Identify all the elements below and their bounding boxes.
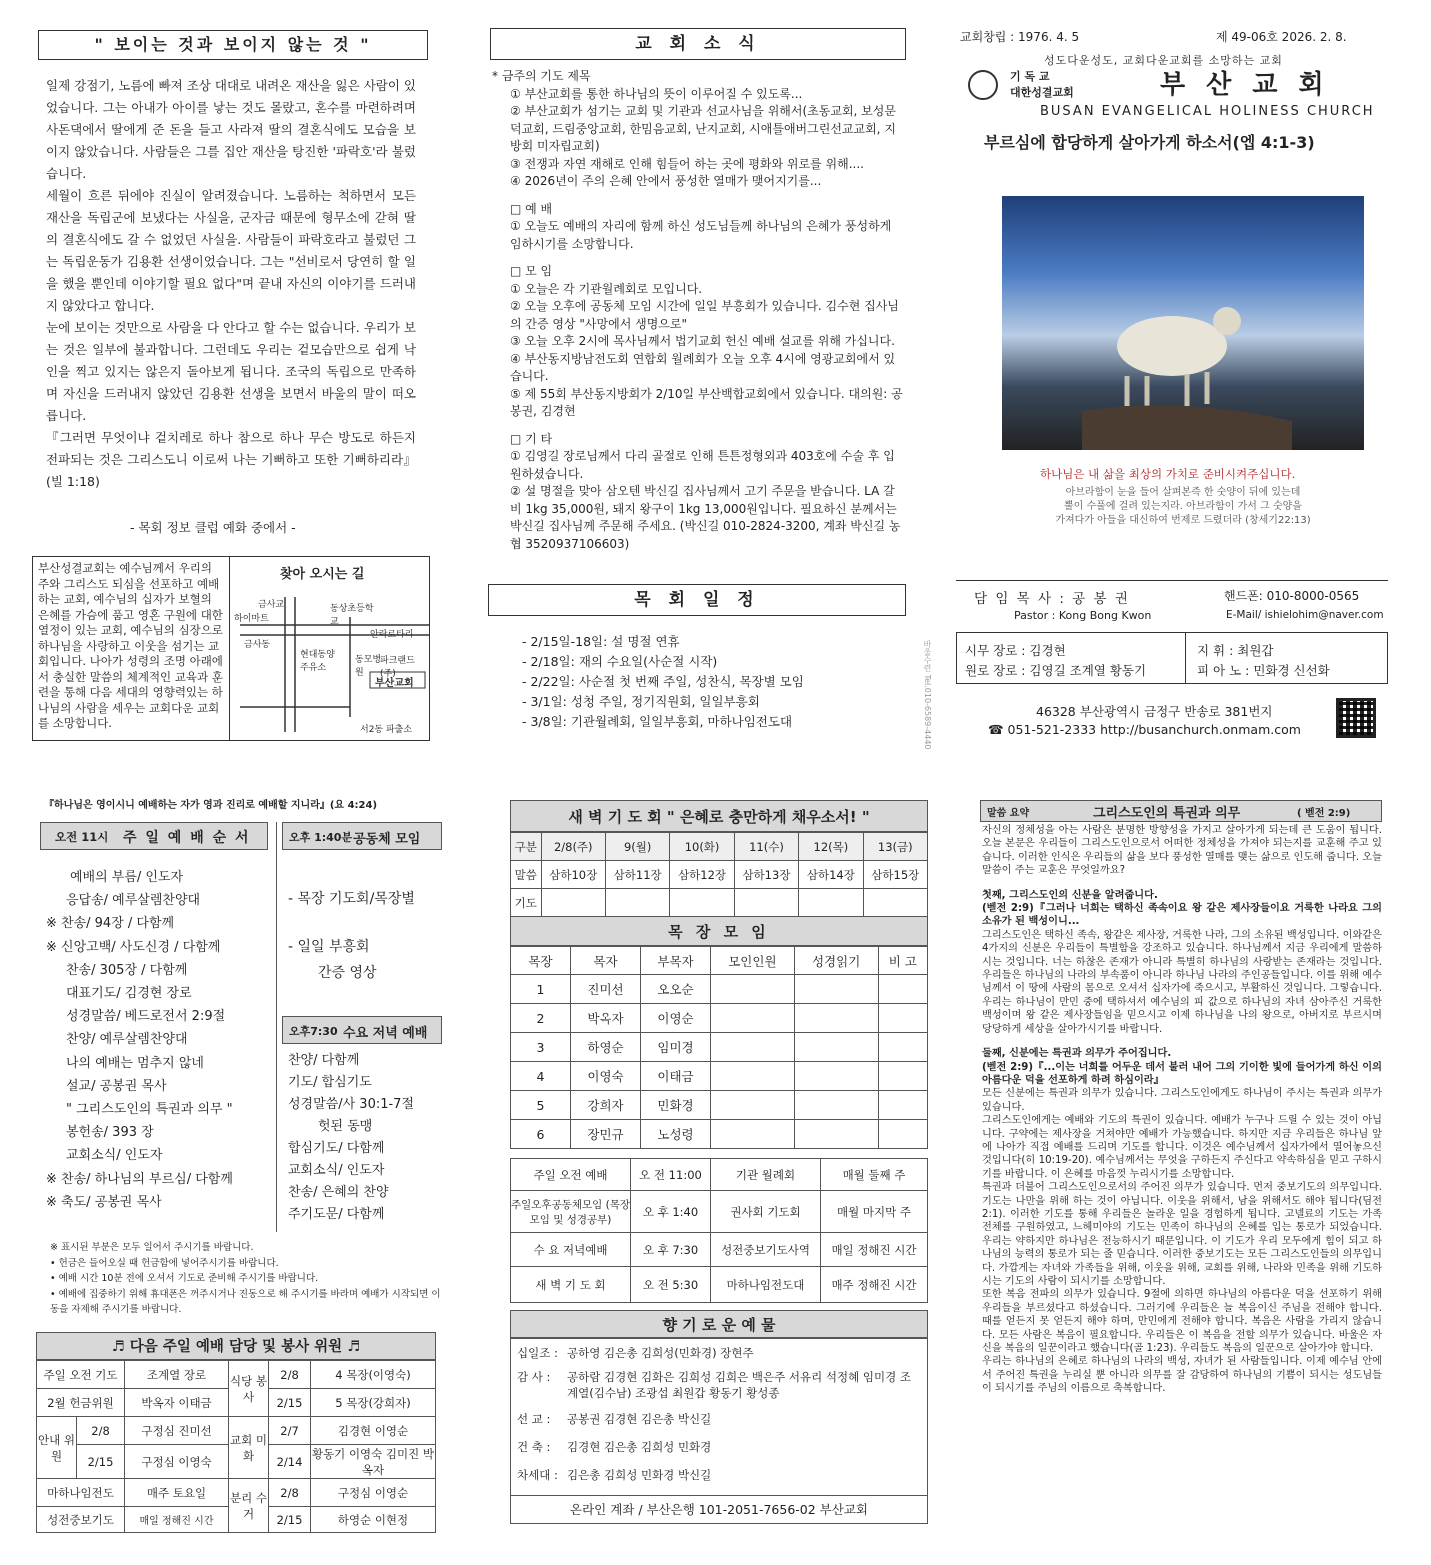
mok-cell: 모인인원 bbox=[711, 947, 795, 975]
st-cell: 2/7 bbox=[269, 1417, 311, 1445]
mok-cell: 성경읽기 bbox=[794, 947, 878, 975]
sunday-time: 오전 11시 bbox=[55, 830, 109, 844]
sermon-heading-2: 둘째, 신분에는 특권과 의무가 주어집니다. bbox=[982, 1048, 1172, 1060]
sunday-item: 찬송/ 305장 / 다함께 bbox=[66, 962, 188, 978]
pastor-email: E-Mail/ ishielohim@naver.com bbox=[1226, 609, 1384, 621]
column-title-visible-invisible: " 보이는 것과 보이지 않는 것 " bbox=[38, 30, 428, 60]
conductor: 지 휘 : 최원갑 bbox=[1197, 643, 1274, 658]
mok-cell: 이영순 bbox=[641, 1004, 711, 1033]
wednesday-item: 기도/ 합심기도 bbox=[288, 1075, 372, 1090]
mok-cell: 1 bbox=[511, 975, 571, 1004]
wednesday-item: 찬송/ 은혜의 찬양 bbox=[288, 1185, 389, 1200]
mok-cell: 진미선 bbox=[571, 975, 641, 1004]
ws-cell: 오 전 5:30 bbox=[631, 1267, 711, 1303]
mok-cell: 4 bbox=[511, 1062, 571, 1091]
ws-cell: 주일오후공동체모임 (목장모임 및 성경공부) bbox=[511, 1191, 631, 1233]
st-cell: 분리 수거 bbox=[229, 1479, 269, 1533]
mok-cell: 목장 bbox=[511, 947, 571, 975]
ws-cell: 매월 둘째 주 bbox=[821, 1159, 928, 1191]
ram-image bbox=[1002, 196, 1364, 450]
st-cell: 박옥자 이태금 bbox=[125, 1389, 229, 1417]
sunday-item: 봉헌송/ 393 장 bbox=[66, 1125, 154, 1141]
dawn-cell: 삼하14장 bbox=[799, 861, 863, 889]
wednesday-list bbox=[288, 1050, 414, 1226]
offering-title: 향 기 로 운 예 물 bbox=[510, 1310, 928, 1338]
mok-cell: 민화경 bbox=[641, 1091, 711, 1120]
dawn-cell: 기도 bbox=[511, 889, 542, 917]
schedule-item-1: - 2/15일-18일: 설 명절 연휴 bbox=[522, 634, 680, 649]
st-cell: 매주 토요일 bbox=[125, 1479, 229, 1507]
sunday-item: ※ 신앙고백/ 사도신경 / 다함께 bbox=[46, 939, 221, 955]
map-title: 찾아 오시는 길 bbox=[280, 567, 365, 582]
st-cell: 2/8 bbox=[77, 1417, 125, 1445]
map-label-rotary: 안락로타리 bbox=[370, 630, 414, 640]
offering-label: 차세대 : bbox=[517, 1468, 558, 1482]
qr-code bbox=[1336, 698, 1376, 738]
map-label-school: 동상초등학교 bbox=[330, 604, 374, 627]
map-label-geumsa-bridge: 금사교 bbox=[258, 600, 285, 610]
sermon-header bbox=[980, 800, 1382, 822]
sunday-order bbox=[46, 866, 272, 1214]
dawn-cell: 구분 bbox=[511, 833, 542, 861]
sermon-tag: 말씀 요약 bbox=[987, 808, 1030, 819]
elder-retired: 원로 장로 : 김영길 조계열 황동기 bbox=[965, 663, 1147, 678]
sunday-item: 설교/ 공봉권 목사 bbox=[66, 1078, 167, 1094]
sunday-item: " 그리스도인의 특권과 의무 " bbox=[66, 1102, 233, 1118]
founded-date: 교회창립 : 1976. 4. 5 bbox=[960, 30, 1080, 44]
note-item: • 헌금은 들어오실 때 헌금함에 넣어주시기를 바랍니다. bbox=[50, 1257, 279, 1269]
meet-item-4: ④ 부산동지방남전도회 연합회 월례회가 오늘 오후 4시에 영광교회에서 있습니다. bbox=[510, 351, 896, 383]
ws-cell: 수 요 저녁예배 bbox=[511, 1233, 631, 1267]
mok-cell: 이태금 bbox=[641, 1062, 711, 1091]
schedule-item-5: - 3/8일: 기관월례회, 일일부흥회, 마하나임전도대 bbox=[522, 714, 793, 729]
etc-item-2: ② 설 명절을 맞아 삼오텐 박신길 집사님께서 고기 주문을 받습니다. LA 갈비 1kg 35,000원, 돼지 왕구이 1kg 13,000원입니다. 필요하신 분께서는 박신길 집사님께 주문해 주세요. (박신길 010-2824-3200, 계좌 박신길 농협 3520937106603) bbox=[510, 484, 901, 551]
church-contact: ☎ 051-521-2333 http://busanchurch.onmam.com bbox=[988, 722, 1301, 737]
sunday-header bbox=[40, 822, 268, 850]
sunday-item: 예배의 부름/ 인도자 bbox=[70, 870, 184, 885]
sermon-point-2: 모든 신분에는 특권과 의무가 있습니다. 그리스도인에게도 하나님이 주시는 특권과 의무가 있습니다. 그리스도인에게는 예배와 기도의 특권이 있습니다. 예배가 누구나 드릴 수 있는 것이 아닙니다. 구약에는 제사장을 거쳐야만 예배가 가능했습니다. 하지만 지금 우리들은 하나님 앞에 나아가 직접 예배를 드리며 기도를 합니다. 이것은 예수님께서 십자가에서 열어놓으신 것입니다(히 10:19-20). 예수님께서는 무엇을 구하든지 주신다고 약속하심을 믿고 구하시기를 바랍니다. 이 은혜를 마음껏 누리시기를 소망합니다. 특권과 더불어 그리스도인으로서의 주어진 의무가 있습니다. 먼저 중보기도의 의무입니다. 기도는 나만을 위해 하는 것이 아닙니다. 이웃을 위해서, 남을 위해서도 해야 됩니다(딤전2:1). 이러한 기도를 통해 우리들은 놀라운 일을 경험하게 됩니다. 고넬료의 기도는 가족 전체를 구원하였고, 느헤미야의 기도는 민족이 하나님의 은혜를 입는 통로가 되었습니다. 우리는 약하지만 하나님은 전능하시기 때문입니다. 이 기도가 우리 모두에게 힘이 되고 하나님의 능력의 통로가 되는 줄 믿습니다. 이러한 중보기도는 모든 그리스도인들의 의무입니다. 가깝게는 자녀와 가족들을 위해, 이웃을 위해, 교회를 위해, 나라와 민족을 위해 기도하시는 기도의 사람이 되시기를 소망합니다. 또한 복음 전파의 의무가 있습니다. 9절에 의하면 하나님의 아름다운 덕을 선포하기 위해 우리들을 부르셨다고 하셨습니다. 그러기에 우리들은 늘 복음이신 주님을 전해야 합니다. 때를 얻든지 못 얻든지 해야 하며, 만민에게 전해야 합니다. 복음은 사람을 가리지 않습니다. 모든 사람은 복음이 필요합니다. 우리들은 이 복음을 전할 의무가 있습니다. 바울은 자신을 복음의 일꾼이라고 했습니다(골 1:23). 우리들도 복음의 일꾼으로 살아가야 합니다. 우리는 하나님의 은혜로 하나님의 나라의 백성, 자녀가 된 사람들입니다. 이제 예수님 안에서 주어진 특권을 누리실 뿐 아니라 의무를 잘 감당하여 하나님의 기쁨이 되시는 성도님들이 되시기를 주님의 이름으로 축복합니다. bbox=[982, 1088, 1382, 1395]
elder-active: 시무 장로 : 김경현 bbox=[965, 643, 1066, 658]
offering-row bbox=[517, 1411, 921, 1427]
ws-cell: 매주 정해진 시간 bbox=[821, 1267, 928, 1303]
mok-cell: 부목자 bbox=[641, 947, 711, 975]
st-cell: 구정심 이영숙 bbox=[125, 1445, 229, 1479]
map-label-church: 부산교회 bbox=[375, 678, 414, 689]
service-team-table bbox=[36, 1360, 436, 1533]
ws-cell: 성전중보기도사역 bbox=[711, 1233, 821, 1267]
mok-cell: 박옥자 bbox=[571, 1004, 641, 1033]
note-item: • 예배 시간 10분 전에 오셔서 기도로 준비해 주시기를 바랍니다. bbox=[50, 1273, 319, 1284]
sunday-item: ※ 찬송/ 하나님의 부르심/ 다함께 bbox=[46, 1171, 233, 1187]
st-cell: 식당 봉사 bbox=[229, 1361, 269, 1417]
sermon-intro: 자신의 정체성을 아는 사람은 분명한 방향성을 가지고 살아가게 되는데 큰 도움이 됩니다. 오늘 본문은 우리들이 그리스도인으로서 어떠한 정체성을 가져야 되는지를 교훈해 주고 있습니다. 이러한 인식은 우리들의 삶을 보다 풍성한 열매를 맺는 삶으로 인도해 줍니다. 오늘 말씀이 주는 교훈은 무엇일까요? bbox=[982, 825, 1382, 877]
mok-cell: 6 bbox=[511, 1120, 571, 1149]
weekly-schedule-table bbox=[510, 1158, 928, 1303]
schedule-item-4: - 3/1일: 성청 주일, 정기직원회, 일일부흥회 bbox=[522, 694, 760, 709]
map-label-parkland: 파크랜드(주) bbox=[380, 656, 415, 679]
mok-cell: 5 bbox=[511, 1091, 571, 1120]
etc-item-1: ① 김영길 장로님께서 다리 골절로 인해 튼튼정형외과 403호에 수술 후 입원하셨습니다. bbox=[510, 449, 895, 481]
wednesday-item: 합심기도/ 다함께 bbox=[288, 1141, 385, 1156]
column-title-schedule: 목 회 일 정 bbox=[488, 584, 906, 616]
mission-box bbox=[32, 556, 430, 741]
dawn-cell: 9(월) bbox=[605, 833, 669, 861]
dawn-prayer-table bbox=[510, 832, 928, 917]
mok-cell: 3 bbox=[511, 1033, 571, 1062]
prayer-item-3: ③ 전쟁과 자연 재해로 인해 힘들어 하는 곳에 평화와 위로를 위해.... bbox=[510, 156, 864, 171]
church-logo bbox=[968, 70, 998, 100]
mok-cell: 목자 bbox=[571, 947, 641, 975]
prayer-item-4: ④ 2026년이 주의 은혜 안에서 풍성한 열매가 맺어지기를... bbox=[510, 174, 822, 188]
map-label-himart: 하이마트 bbox=[234, 614, 269, 624]
prayer-item-1: ① 부산교회를 통한 하나님의 뜻이 이루어질 수 있도록... bbox=[510, 86, 803, 101]
map-label-hospital: 동모병원 bbox=[355, 655, 382, 678]
meet-item-3: ③ 오늘 오후 2시에 목사님께서 법기교회 헌신 예배 설교를 위해 가십니다. bbox=[510, 334, 895, 348]
ram-painting bbox=[1002, 196, 1364, 450]
community-item: - 목장 기도회/목장별 bbox=[288, 891, 415, 907]
st-cell: 5 목장(강희자) bbox=[311, 1389, 436, 1417]
st-cell: 2/15 bbox=[77, 1445, 125, 1479]
st-cell: 2/8 bbox=[269, 1479, 311, 1507]
mok-cell: 임미경 bbox=[641, 1033, 711, 1062]
sermon-ref: ( 벧전 2:9) bbox=[1297, 808, 1351, 819]
mok-cell: 이영숙 bbox=[571, 1062, 641, 1091]
ws-cell: 권사회 기도회 bbox=[711, 1191, 821, 1233]
story-paragraph-2: 세월이 흐른 뒤에야 진실이 알려졌습니다. 노름하는 척하면서 모든 재산을 독립군에 보냈다는 사실을, 군자금 때문에 형무소에 갇혀 딸의 결혼식에도 갈 수 없었던 사실을. 사람들이 파락호라고 불렀던 그는 독립운동가 김용환 선생이었습니다. 그는 "선비로서 당연히 할 일을 했을 뿐인데 이야기할 필요 없다"며 끝내 자신의 이야기를 드러내지 않았다고 합니다. bbox=[46, 188, 416, 313]
ws-cell: 오 후 1:40 bbox=[631, 1191, 711, 1233]
denomination-2: 대한성결교회 bbox=[1010, 86, 1074, 99]
meet-heading: □ 모 임 bbox=[510, 264, 553, 278]
mok-table bbox=[510, 946, 928, 1149]
community-time: 오후 1:40분 bbox=[289, 831, 353, 844]
mok-title: 목 장 모 임 bbox=[510, 916, 928, 946]
column-title-church-news: 교 회 소 식 bbox=[490, 28, 906, 60]
church-address: 46328 부산광역시 금정구 반송로 381번지 bbox=[1036, 704, 1273, 719]
st-cell: 황동기 이영숙 김미진 박옥자 bbox=[311, 1446, 435, 1477]
mission-text: 부산성결교회는 예수님께서 우리의 주와 그리스도 되심을 선포하고 예배하는 교회, 예수님의 십자가 보혈의 은혜를 가슴에 품고 영혼 구원에 대한 열정이 있는 교회, 예수님의 심장으로 하나님을 사랑하고 이웃을 섬기는 교회입니다. 나아가 성령의 조명 아래에서 충실한 말씀의 체계적인 교육과 훈련을 통해 다음 세대의 영향력있는 하나님의 사람을 세우는 교회다운 교회를 소망합니다. bbox=[38, 561, 223, 730]
wednesday-item: 성경말씀/사 30:1-7절 bbox=[288, 1097, 415, 1112]
offering-label: 건 축 : bbox=[517, 1440, 551, 1454]
st-cell: 매일 정해진 시간 bbox=[125, 1507, 229, 1533]
offering-names: 공하영 김은총 김희성(민화경) 장현주 bbox=[567, 1346, 754, 1360]
wednesday-item: 찬양/ 다함께 bbox=[288, 1053, 360, 1068]
st-cell: 2/14 bbox=[269, 1445, 311, 1479]
dawn-cell: 12(목) bbox=[799, 833, 863, 861]
offering-list bbox=[510, 1338, 928, 1524]
story-source: - 목회 정보 클럽 예화 중에서 - bbox=[130, 520, 296, 535]
community-item: - 일일 부흥회 bbox=[288, 939, 370, 955]
note-item: ※ 표시된 부분은 모두 일어서 주시기를 바랍니다. bbox=[50, 1242, 254, 1253]
church-name: 부 산 교 회 bbox=[1160, 70, 1330, 100]
sunday-item: 성경말씀/ 베드로전서 2:9절 bbox=[66, 1009, 226, 1025]
st-cell: 2/15 bbox=[269, 1507, 311, 1533]
worship-heading: □ 예 배 bbox=[510, 201, 553, 216]
sermon-point-1: 그리스도인은 택하신 족속, 왕같은 제사장, 거룩한 나라, 그의 소유된 백성입니다. 이와같은 4가지의 신분은 우리들이 특별함을 강조하고 있습니다. 하나님께서 지금 우리에게 말씀하시는 것입니다. 너는 하찮은 존재가 아니라 특별히 하나님의 사랑받는 존재라는 것입니다. 우리들은 하나님의 나라의 부속품이 아니라 하나님 나라의 주인공들입니다. 이를 위해 예수님께서 이 땅에 사람의 몸으로 오셔서 십자가에 죽으시고, 부활하신 것입니다. 그렇습니다. 우리는 하나님이 만민 중에 택하셔서 예수님의 피 값으로 하나님의 자녀 삼아주신 거룩한 백성이며 왕 같은 제사장들임을 믿으시고 이제 하나님을 나의 왕으로, 아버지로 부르시며 당당하게 세상을 살아가시기를 바랍니다. bbox=[982, 929, 1382, 1035]
online-account: 온라인 계좌 / 부산은행 101-2051-7656-02 부산교회 bbox=[511, 1495, 927, 1523]
denomination-1: 기 독 교 bbox=[1010, 70, 1050, 83]
st-cell: 하영순 이현정 bbox=[311, 1507, 436, 1533]
offering-label: 십일조 : bbox=[517, 1346, 558, 1360]
ws-cell: 기관 월례회 bbox=[711, 1159, 821, 1191]
offering-names: 공하람 김경현 김화은 김희성 김희은 백은주 서유리 석정혜 임미경 조계열(김수남) 조광섭 최원갑 황동기 황성종 bbox=[567, 1370, 911, 1400]
sunday-item: ※ 축도/ 공봉권 목사 bbox=[46, 1194, 162, 1210]
caption-line-2: 뿔이 수풀에 걸려 있는지라. 아브라함이 가서 그 숫양을 bbox=[1064, 501, 1302, 512]
st-cell: 4 목장(이영숙) bbox=[311, 1361, 436, 1389]
story-paragraph-3: 눈에 보이는 것만으로 사람을 다 안다고 할 수는 없습니다. 우리가 보는 것은 일부에 불과합니다. 그런데도 우리는 겉모습만으로 쉽게 낙인을 찍고 있지는 않은지 돌아보게 됩니다. 조국의 독립으로 만족하며 자신을 드러내지 않았던 김용환 선생을 보면서 바울의 말이 떠오릅니다. bbox=[46, 320, 416, 423]
st-cell: 2/8 bbox=[269, 1361, 311, 1389]
dawn-cell: 삼하12장 bbox=[670, 861, 734, 889]
meet-item-2: ② 오늘 오후에 공동체 모임 시간에 일일 부흥회가 있습니다. 김수현 집사님의 간증 영상 "사망에서 생명으로" bbox=[510, 299, 899, 331]
motto: 성도다운성도, 교회다운교회를 소망하는 교회 bbox=[1044, 54, 1283, 67]
st-cell: 마하나임전도 bbox=[37, 1479, 125, 1507]
ws-cell: 마하나임전도대 bbox=[711, 1267, 821, 1303]
note-item: • 예배에 집중하기 위해 휴대폰은 꺼주시거나 진동으로 해 주시기를 바라며 예배가 시작되면 이동을 자제해 주시기를 바랍니다. bbox=[50, 1288, 441, 1315]
mok-cell: 장민규 bbox=[571, 1120, 641, 1149]
schedule-item-3: - 2/22일: 사순절 첫 번째 주일, 성찬식, 목장별 모임 bbox=[522, 674, 804, 689]
dawn-cell: 말씀 bbox=[511, 861, 542, 889]
dawn-prayer-title: 새 벽 기 도 회 " 은혜로 충만하게 채우소서! " bbox=[510, 800, 928, 832]
mok-cell: 하영순 bbox=[571, 1033, 641, 1062]
ws-cell: 매월 마지막 주 bbox=[821, 1191, 928, 1233]
pastor-name-en: Pastor : Kong Bong Kwon bbox=[1014, 609, 1152, 622]
ws-cell: 새 벽 기 도 회 bbox=[511, 1267, 631, 1303]
schedule-item-2: - 2/18일: 재의 수요일(사순절 시작) bbox=[522, 654, 718, 669]
painting-caption bbox=[1040, 486, 1326, 528]
wednesday-item: 헛된 동맹 bbox=[318, 1119, 373, 1134]
ws-cell: 오 후 7:30 bbox=[631, 1233, 711, 1267]
st-cell: 주일 오전 기도 bbox=[37, 1361, 125, 1389]
offering-names: 김은총 김희성 민화경 박신길 bbox=[567, 1468, 712, 1482]
wednesday-header bbox=[282, 1016, 442, 1044]
worship-notes bbox=[50, 1240, 445, 1318]
pianist: 피 아 노 : 민화경 신선화 bbox=[1197, 663, 1330, 678]
st-cell: 구정심 진미선 bbox=[125, 1417, 229, 1445]
sunday-item: 나의 예배는 멈추지 않네 bbox=[66, 1055, 204, 1071]
st-cell: 조계열 장로 bbox=[125, 1361, 229, 1389]
map-label-geumsa: 금사동 bbox=[244, 640, 271, 650]
community-item: 간증 영상 bbox=[318, 965, 377, 981]
staff-box bbox=[956, 632, 1388, 684]
offering-row bbox=[517, 1345, 921, 1361]
sermon-body bbox=[982, 824, 1382, 1396]
dawn-cell: 삼하10장 bbox=[541, 861, 605, 889]
story-paragraph-4: 『그러면 무엇이냐 겉치레로 하나 참으로 하나 무슨 방도로 하든지 전파되는 것은 그리스도니 이로써 나는 기뻐하고 또한 기뻐하리라』(빌 1:18) bbox=[46, 430, 416, 489]
map bbox=[229, 557, 429, 740]
mok-cell: 강희자 bbox=[571, 1091, 641, 1120]
sermon-verse-2: (벧전 2:9)『...이는 너희를 어두운 데서 불러 내어 그의 기이한 빛에 들어가게 하신 이의 아름다운 덕을 선포하게 하려 하심이라』 bbox=[982, 1061, 1382, 1086]
community-title: 공동체 모임 bbox=[353, 832, 421, 847]
issue-number: 제 49-06호 2026. 2. 8. bbox=[1216, 30, 1347, 44]
story-paragraph-1: 일제 강점기, 노름에 빠져 조상 대대로 내려온 재산을 잃은 사람이 있었습니다. 그는 아내가 아이를 낳는 것도 몰랐고, 혼수를 마련하려며 사돈댁에서 딸에게 준 돈을 들고 사라져 딸의 결혼식에도 모습을 보이지 않았습니다. 사람들은 그를 집안 재산을 탕진한 '파락호'라 불렀습니다. bbox=[46, 78, 416, 181]
vertical-note: 바울수련 Tel.010-6589-4440 bbox=[923, 640, 932, 750]
offering-names: 김경현 김은총 김희성 민화경 bbox=[567, 1440, 712, 1454]
sunday-item: 교회소식/ 인도자 bbox=[66, 1148, 163, 1164]
prayer-item-2: ② 부산교회가 섬기는 교회 및 기관과 선교사님을 위해서(초동교회, 보성문덕교회, 드림중앙교회, 한밈음교회, 난지교회, 시애틀애버그린선교교회, 지방회 미자립교회) bbox=[510, 104, 896, 153]
community-header bbox=[282, 822, 442, 850]
sunday-item: 대표기도/ 김경현 장로 bbox=[66, 986, 192, 1002]
caption-line-1: 아브라함이 눈을 들어 살펴본즉 한 숫양이 뒤에 있는데 bbox=[1065, 487, 1301, 498]
worship-verse: 『하나님은 영이시니 예배하는 자가 영과 진리로 예배할 지니라』(요 4:24) bbox=[44, 800, 378, 811]
schedule-list bbox=[522, 632, 804, 732]
dawn-cell: 2/8(주) bbox=[541, 833, 605, 861]
mok-cell: 노성령 bbox=[641, 1120, 711, 1149]
meet-item-5: ⑤ 제 55회 부산동지방회가 2/10일 부산백합교회에서 있습니다. 대의원: 공봉권, 김경현 bbox=[510, 386, 903, 418]
dawn-cell: 삼하13장 bbox=[734, 861, 798, 889]
st-cell: 2월 헌금위원 bbox=[37, 1389, 125, 1417]
ws-cell: 매일 정해진 시간 bbox=[821, 1233, 928, 1267]
meet-item-1: ① 오늘은 각 기관월례회로 모입니다. bbox=[510, 281, 703, 296]
ws-cell: 주일 오전 예배 bbox=[511, 1159, 631, 1191]
community-list bbox=[288, 886, 415, 986]
prayer-heading: * 금주의 기도 제목 bbox=[492, 69, 591, 83]
mok-cell: 2 bbox=[511, 1004, 571, 1033]
sunday-title: 주 일 예 배 순 서 bbox=[123, 830, 251, 846]
sunday-item: 찬양/ 예루살렘찬양대 bbox=[66, 1032, 188, 1048]
dawn-cell: 삼하15장 bbox=[863, 861, 927, 889]
dawn-cell: 11(수) bbox=[734, 833, 798, 861]
theme-title: 부르심에 합당하게 살아가게 하소서(엡 4:1-3) bbox=[984, 133, 1315, 152]
wednesday-item: 교회소식/ 인도자 bbox=[288, 1163, 385, 1178]
sermon-title: 그리스도인의 특권과 의무 bbox=[1093, 806, 1241, 821]
map-label-gas: 현대동양주유소 bbox=[300, 650, 335, 673]
offering-label: 선 교 : bbox=[517, 1412, 551, 1426]
story-text bbox=[46, 75, 416, 493]
st-cell: 교회 미화 bbox=[229, 1417, 269, 1479]
st-cell: 안내 위원 bbox=[37, 1417, 77, 1479]
service-team-title: ♬ 다음 주일 예배 담당 및 봉사 위원 ♬ bbox=[36, 1332, 436, 1360]
news-content bbox=[492, 68, 906, 553]
pastor-box bbox=[956, 580, 1388, 628]
st-cell: 2/15 bbox=[269, 1389, 311, 1417]
map-label-police: 서2동 파출소 bbox=[360, 725, 413, 735]
dawn-cell: 10(화) bbox=[670, 833, 734, 861]
pastor-name: 담 임 목 사 : 공 봉 권 bbox=[974, 591, 1130, 607]
st-cell: 구정심 이영순 bbox=[311, 1479, 436, 1507]
sermon-heading-1: 첫째, 그리스도인의 신분을 알려줍니다. bbox=[982, 889, 1158, 901]
etc-heading: □ 기 타 bbox=[510, 431, 553, 446]
offering-row bbox=[517, 1439, 921, 1455]
st-cell: 김경현 이영순 bbox=[311, 1417, 436, 1445]
sunday-item: 응답송/ 예루살렘찬양대 bbox=[66, 893, 201, 909]
pastor-phone: 핸드폰: 010-8000-0565 bbox=[1224, 589, 1360, 603]
dawn-cell: 삼하11장 bbox=[605, 861, 669, 889]
mok-cell: 오오순 bbox=[641, 975, 711, 1004]
offering-row bbox=[517, 1467, 921, 1483]
worship-item-1: ① 오늘도 예배의 자리에 함께 하신 성도님들께 하나님의 은혜가 풍성하게 임하시기를 소망합니다. bbox=[510, 219, 892, 251]
sermon-verse-1: (벧전 2:9)『그러나 너희는 택하신 족속이요 왕 같은 제사장들이요 거룩한 나라요 그의 소유가 된 백성이니... bbox=[982, 903, 1382, 928]
ws-cell: 오 전 11:00 bbox=[631, 1159, 711, 1191]
offering-names: 공봉권 김경현 김은총 박신길 bbox=[567, 1412, 712, 1426]
sunday-item: ※ 찬송/ 94장 / 다함께 bbox=[46, 916, 175, 932]
offering-label: 감 사 : bbox=[517, 1370, 551, 1384]
dawn-cell: 13(금) bbox=[863, 833, 927, 861]
offering-row bbox=[517, 1369, 921, 1401]
caption-line-3: 가져다가 아들을 대신하여 번제로 드렸더라 (창세기22:13) bbox=[1055, 515, 1311, 526]
st-cell: 성전중보기도 bbox=[37, 1507, 125, 1533]
church-name-en: BUSAN EVANGELICAL HOLINESS CHURCH bbox=[1040, 104, 1375, 119]
wednesday-item: 주기도문/ 다함께 bbox=[288, 1207, 385, 1222]
painting-caption-title: 하나님은 내 삶을 최상의 가치로 준비시켜주십니다. bbox=[1040, 467, 1296, 481]
wednesday-title: 수요 저녁 예배 bbox=[343, 1026, 428, 1041]
mok-cell: 비 고 bbox=[878, 947, 928, 975]
wednesday-time: 오후7:30 bbox=[289, 1025, 338, 1038]
